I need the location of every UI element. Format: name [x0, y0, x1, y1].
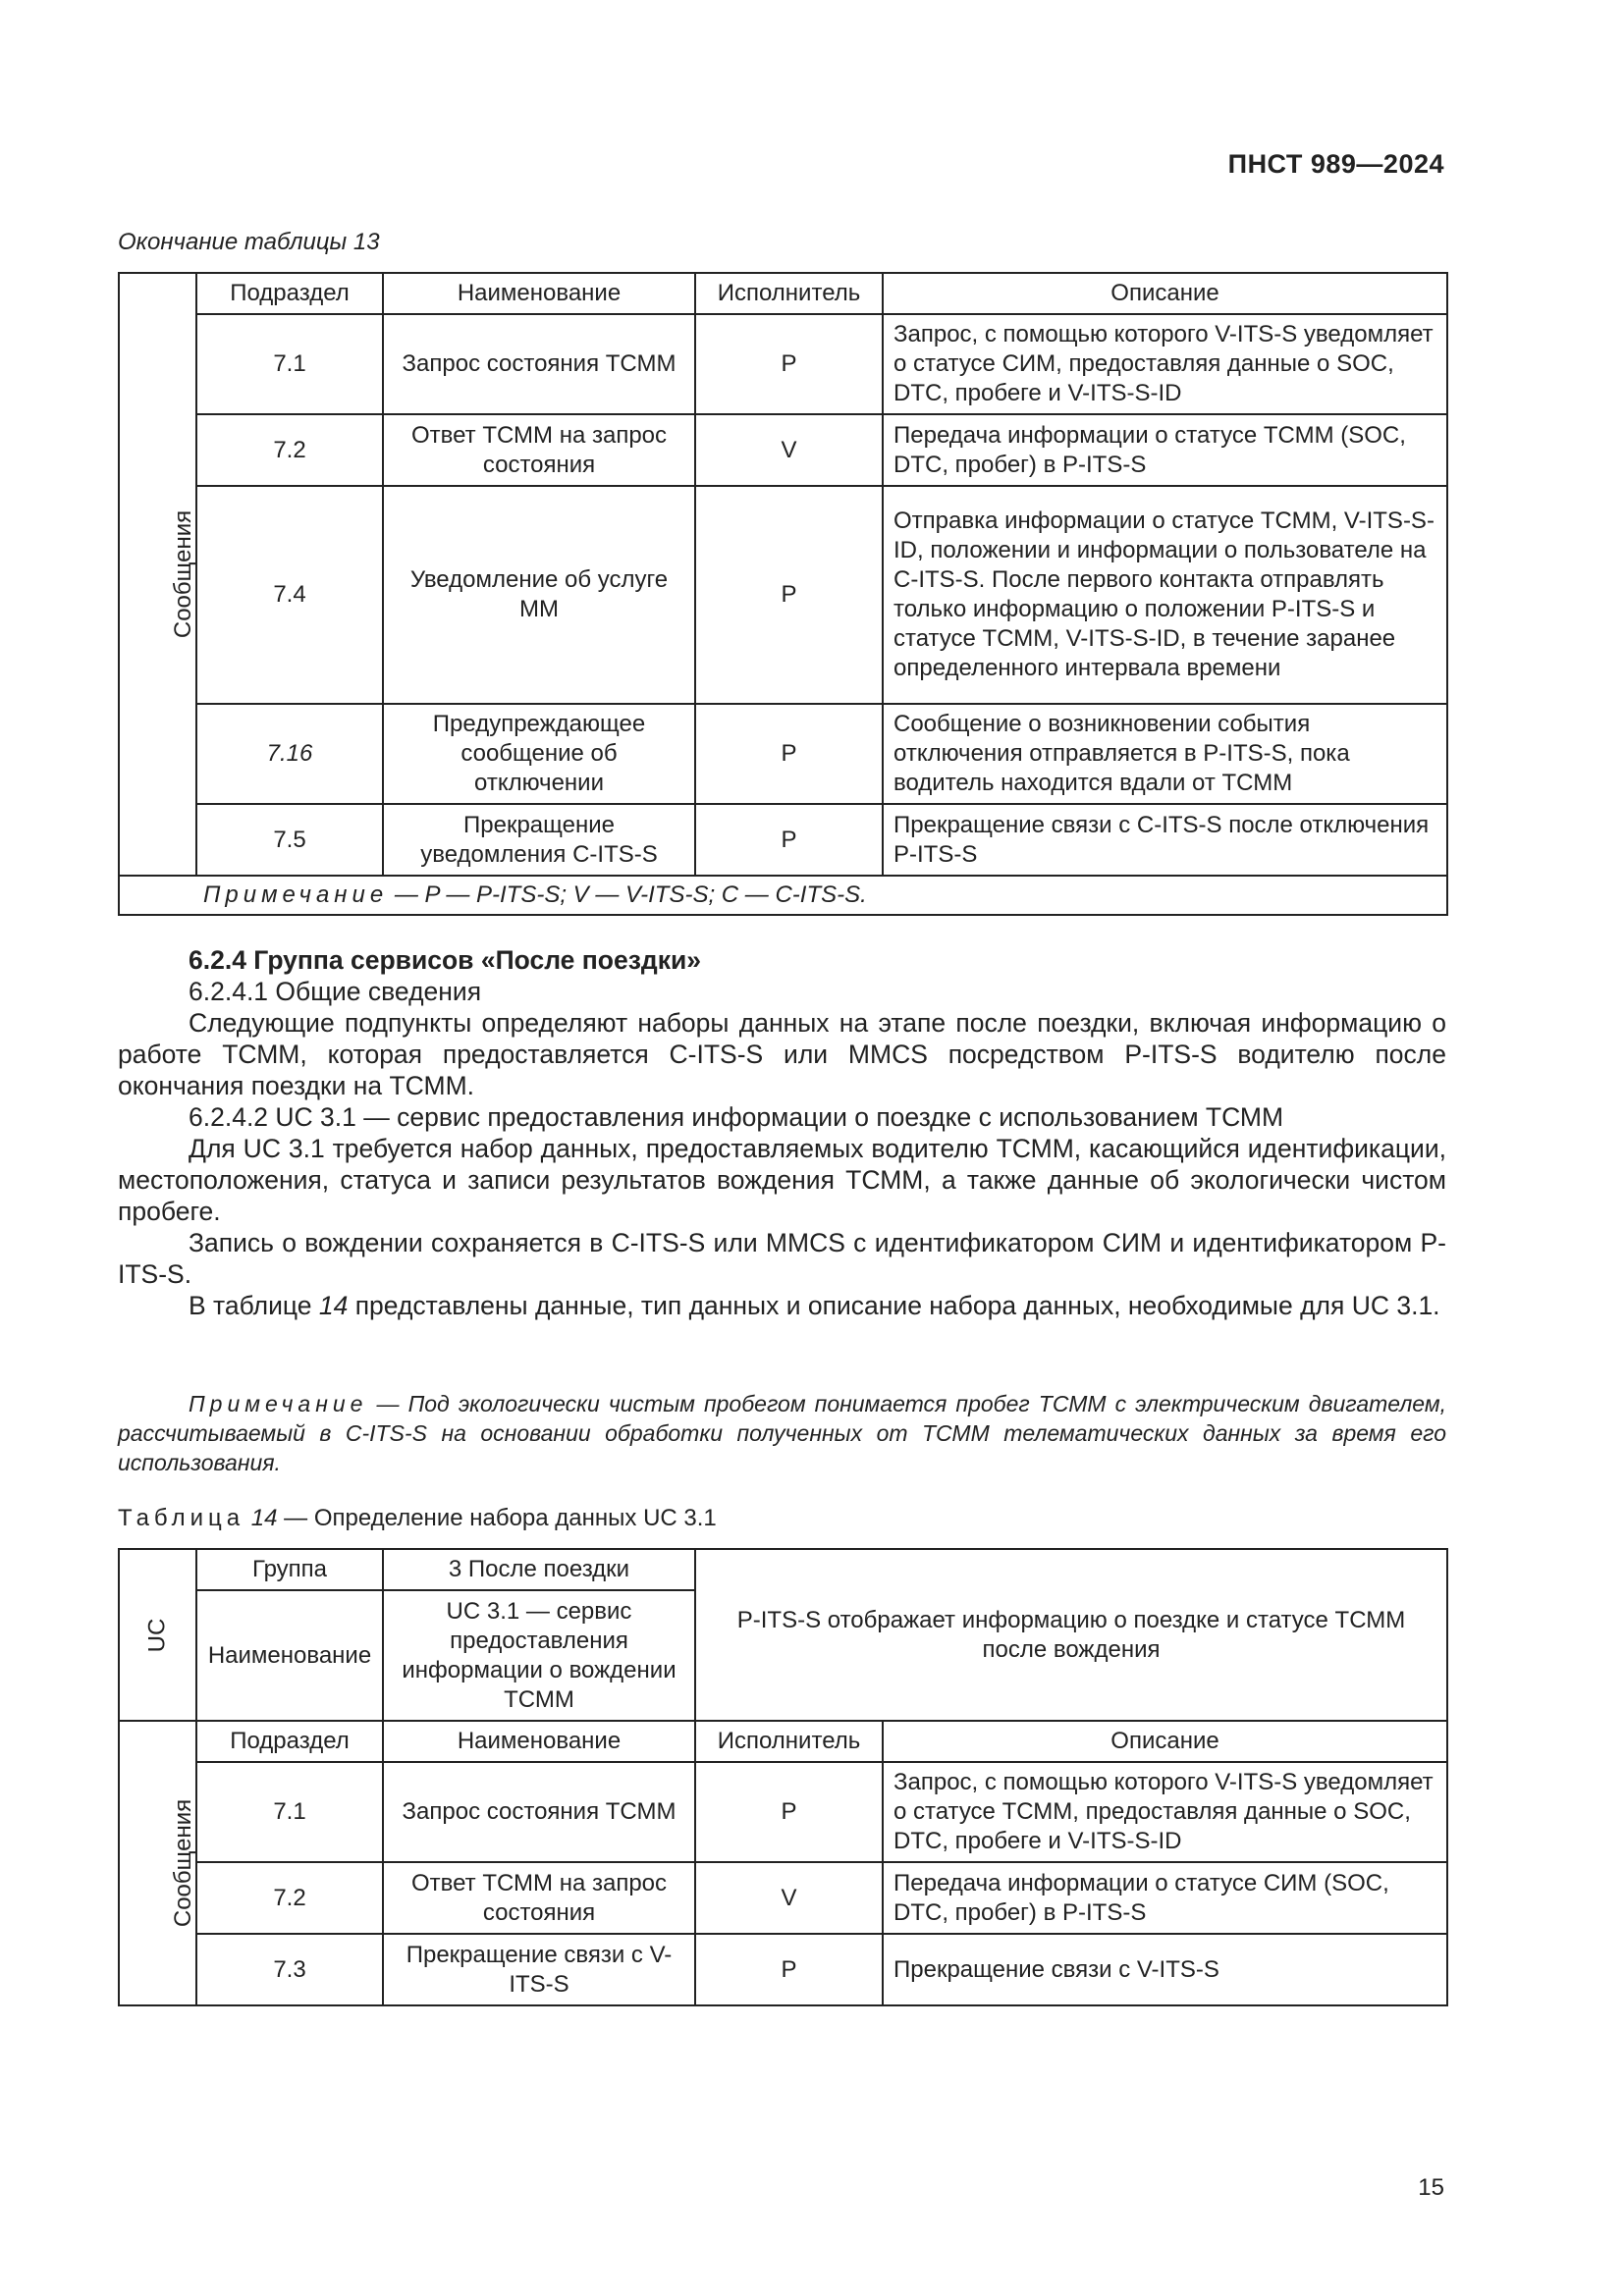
- cell-actor: V: [695, 1862, 883, 1934]
- cell-actor: P: [695, 1934, 883, 2005]
- section-label: Сообщения: [170, 509, 197, 639]
- paragraph: Для UC 3.1 требуется набор данных, предоставляемых водителю ТСММ, касающийся идентификации, местоположения, статуса и записи результатов вождения ТСММ, а также данные об экологически чистом пробеге.: [118, 1134, 1446, 1226]
- table-header-row: [119, 1721, 1447, 1762]
- cell-subsection: 7.5: [196, 804, 383, 876]
- cell-name: Прекращение связи с V-ITS-S: [383, 1934, 695, 2005]
- cell-actor: P: [695, 704, 883, 804]
- uc-label-cell: [119, 1549, 196, 1721]
- table-row: [119, 486, 1447, 704]
- table14-caption: [118, 1505, 717, 1532]
- cell-subsection: 7.1: [196, 1762, 383, 1862]
- cell-description: Запрос, с помощью которого V-ITS-S уведомляет о статусе ТСММ, предоставляя данные о SOC, DTC, пробеге и V-ITS-S-ID: [883, 1762, 1447, 1862]
- cell-name: Ответ ТСММ на запрос состояния: [383, 414, 695, 486]
- cell-name: Запрос состояния ТСММ: [383, 314, 695, 414]
- cell-description: Запрос, с помощью которого V-ITS-S уведомляет о статусе СИМ, предоставляя данные о SOC, DTC, пробеге и V-ITS-S-ID: [883, 314, 1447, 414]
- cell-actor: P: [695, 804, 883, 876]
- note-label: Примечание: [203, 881, 389, 908]
- cell-description: Прекращение связи с V-ITS-S: [883, 1934, 1447, 2005]
- page-number: 15: [1418, 2174, 1444, 2201]
- table-row: [119, 1934, 1447, 2005]
- table-row: [119, 1862, 1447, 1934]
- uc-description: P-ITS-S отображает информацию о поездке и статусе ТСММ после вождения: [695, 1549, 1447, 1721]
- cell-description: Сообщение о возникновении события отключения отправляется в P-ITS-S, пока водитель находится вдали от ТСММ: [883, 704, 1447, 804]
- uc-group-row: [119, 1549, 1447, 1590]
- cell-name: Ответ ТСММ на запрос состояния: [383, 1862, 695, 1934]
- paragraph: [118, 1290, 1446, 1321]
- section-label-cell: [119, 1721, 196, 2005]
- header-name: Наименование: [383, 1721, 695, 1762]
- document-code: ПНСТ 989—2024: [1227, 149, 1444, 179]
- cell-description: Отправка информации о статусе ТСММ, V-ITS-S-ID, положении и информации о пользователе на C-ITS-S. После первого контакта отправлять только информацию о положении P-ITS-S и статусе ТСММ, V-ITS-S-ID, в течение заранее определенного интервала времени: [883, 486, 1447, 704]
- note-label: Примечание: [189, 1391, 368, 1416]
- text-fragment: В таблице: [189, 1291, 319, 1320]
- cell-name: Прекращение уведомления C-ITS-S: [383, 804, 695, 876]
- table-row: [119, 1762, 1447, 1862]
- cell-actor: P: [695, 1762, 883, 1862]
- note-text: — P — P-ITS-S; V — V-ITS-S; C — C-ITS-S.: [394, 881, 867, 908]
- table-header-row: [119, 273, 1447, 314]
- table-row: [119, 314, 1447, 414]
- name-label: Наименование: [196, 1590, 383, 1721]
- section-note: [118, 1389, 1446, 1477]
- subsection-title: 6.2.4.1 Общие сведения: [189, 977, 482, 1006]
- section-label: Сообщения: [170, 1798, 197, 1928]
- paragraph: Следующие подпункты определяют наборы данных на этапе после поездки, включая информацию о работе ТСММ, которая предоставляется C-ITS-S или MMCS посредством P-ITS-S водителю после окончания поездки на ТСММ.: [118, 1008, 1446, 1100]
- cell-subsection: 7.16: [196, 704, 383, 804]
- subsection-title: 6.2.4.2 UC 3.1 — сервис предоставления информации о поездке с использованием ТСММ: [189, 1102, 1284, 1132]
- text-fragment: представлены данные, тип данных и описание набора данных, необходимые для UC 3.1.: [348, 1291, 1440, 1320]
- cell-actor: P: [695, 314, 883, 414]
- header-name: Наименование: [383, 273, 695, 314]
- paragraph: Запись о вождении сохраняется в C-ITS-S или MMCS с идентификатором СИМ и идентификатором P-ITS-S.: [118, 1228, 1446, 1289]
- table-note: [119, 876, 1447, 915]
- table-row: [119, 414, 1447, 486]
- name-value: UC 3.1 — сервис предоставления информации о вождении ТСММ: [383, 1590, 695, 1721]
- header-description: Описание: [883, 273, 1447, 314]
- cell-subsection: 7.2: [196, 414, 383, 486]
- cell-description: Передача информации о статусе ТСММ (SOC, DTC, пробег) в P-ITS-S: [883, 414, 1447, 486]
- note-text: — Под экологически чистым пробегом понимается пробег ТСММ с электрическим двигателем, рассчитываемый в C-ITS-S на основании обработки полученных от ТСММ телематических данных за время его использования.: [118, 1391, 1446, 1475]
- cell-actor: P: [695, 486, 883, 704]
- group-label: Группа: [196, 1549, 383, 1590]
- section-label-cell: [119, 273, 196, 876]
- header-subsection: Подраздел: [196, 1721, 383, 1762]
- cell-actor: V: [695, 414, 883, 486]
- header-subsection: Подраздел: [196, 273, 383, 314]
- cell-name: Предупреждающее сообщение об отключении: [383, 704, 695, 804]
- table-note-row: [119, 876, 1447, 915]
- table-row: [119, 704, 1447, 804]
- header-description: Описание: [883, 1721, 1447, 1762]
- uc-label: UC: [143, 1618, 171, 1652]
- group-value: 3 После поездки: [383, 1549, 695, 1590]
- caption-text: — Определение набора данных UC 3.1: [277, 1505, 717, 1531]
- cell-name: Запрос состояния ТСММ: [383, 1762, 695, 1862]
- header-actor: Исполнитель: [695, 1721, 883, 1762]
- cell-description: Прекращение связи с C-ITS-S после отключения P-ITS-S: [883, 804, 1447, 876]
- table-reference: 14: [318, 1291, 349, 1320]
- cell-subsection: 7.2: [196, 1862, 383, 1934]
- cell-subsection: 7.3: [196, 1934, 383, 2005]
- cell-subsection: 7.1: [196, 314, 383, 414]
- section-heading: 6.2.4 Группа сервисов «После поездки»: [189, 945, 701, 975]
- cell-subsection: 7.4: [196, 486, 383, 704]
- table-14: [118, 1548, 1448, 2006]
- section-body: [118, 944, 1446, 1321]
- table-row: [119, 804, 1447, 876]
- caption-number: 14: [250, 1505, 278, 1531]
- header-actor: Исполнитель: [695, 273, 883, 314]
- cell-description: Передача информации о статусе СИМ (SOC, DTC, пробег) в P-ITS-S: [883, 1862, 1447, 1934]
- caption-word: Таблица: [118, 1505, 245, 1531]
- table13-caption: Окончание таблицы 13: [118, 229, 380, 255]
- cell-name: Уведомление об услуге ММ: [383, 486, 695, 704]
- table-13: [118, 272, 1448, 916]
